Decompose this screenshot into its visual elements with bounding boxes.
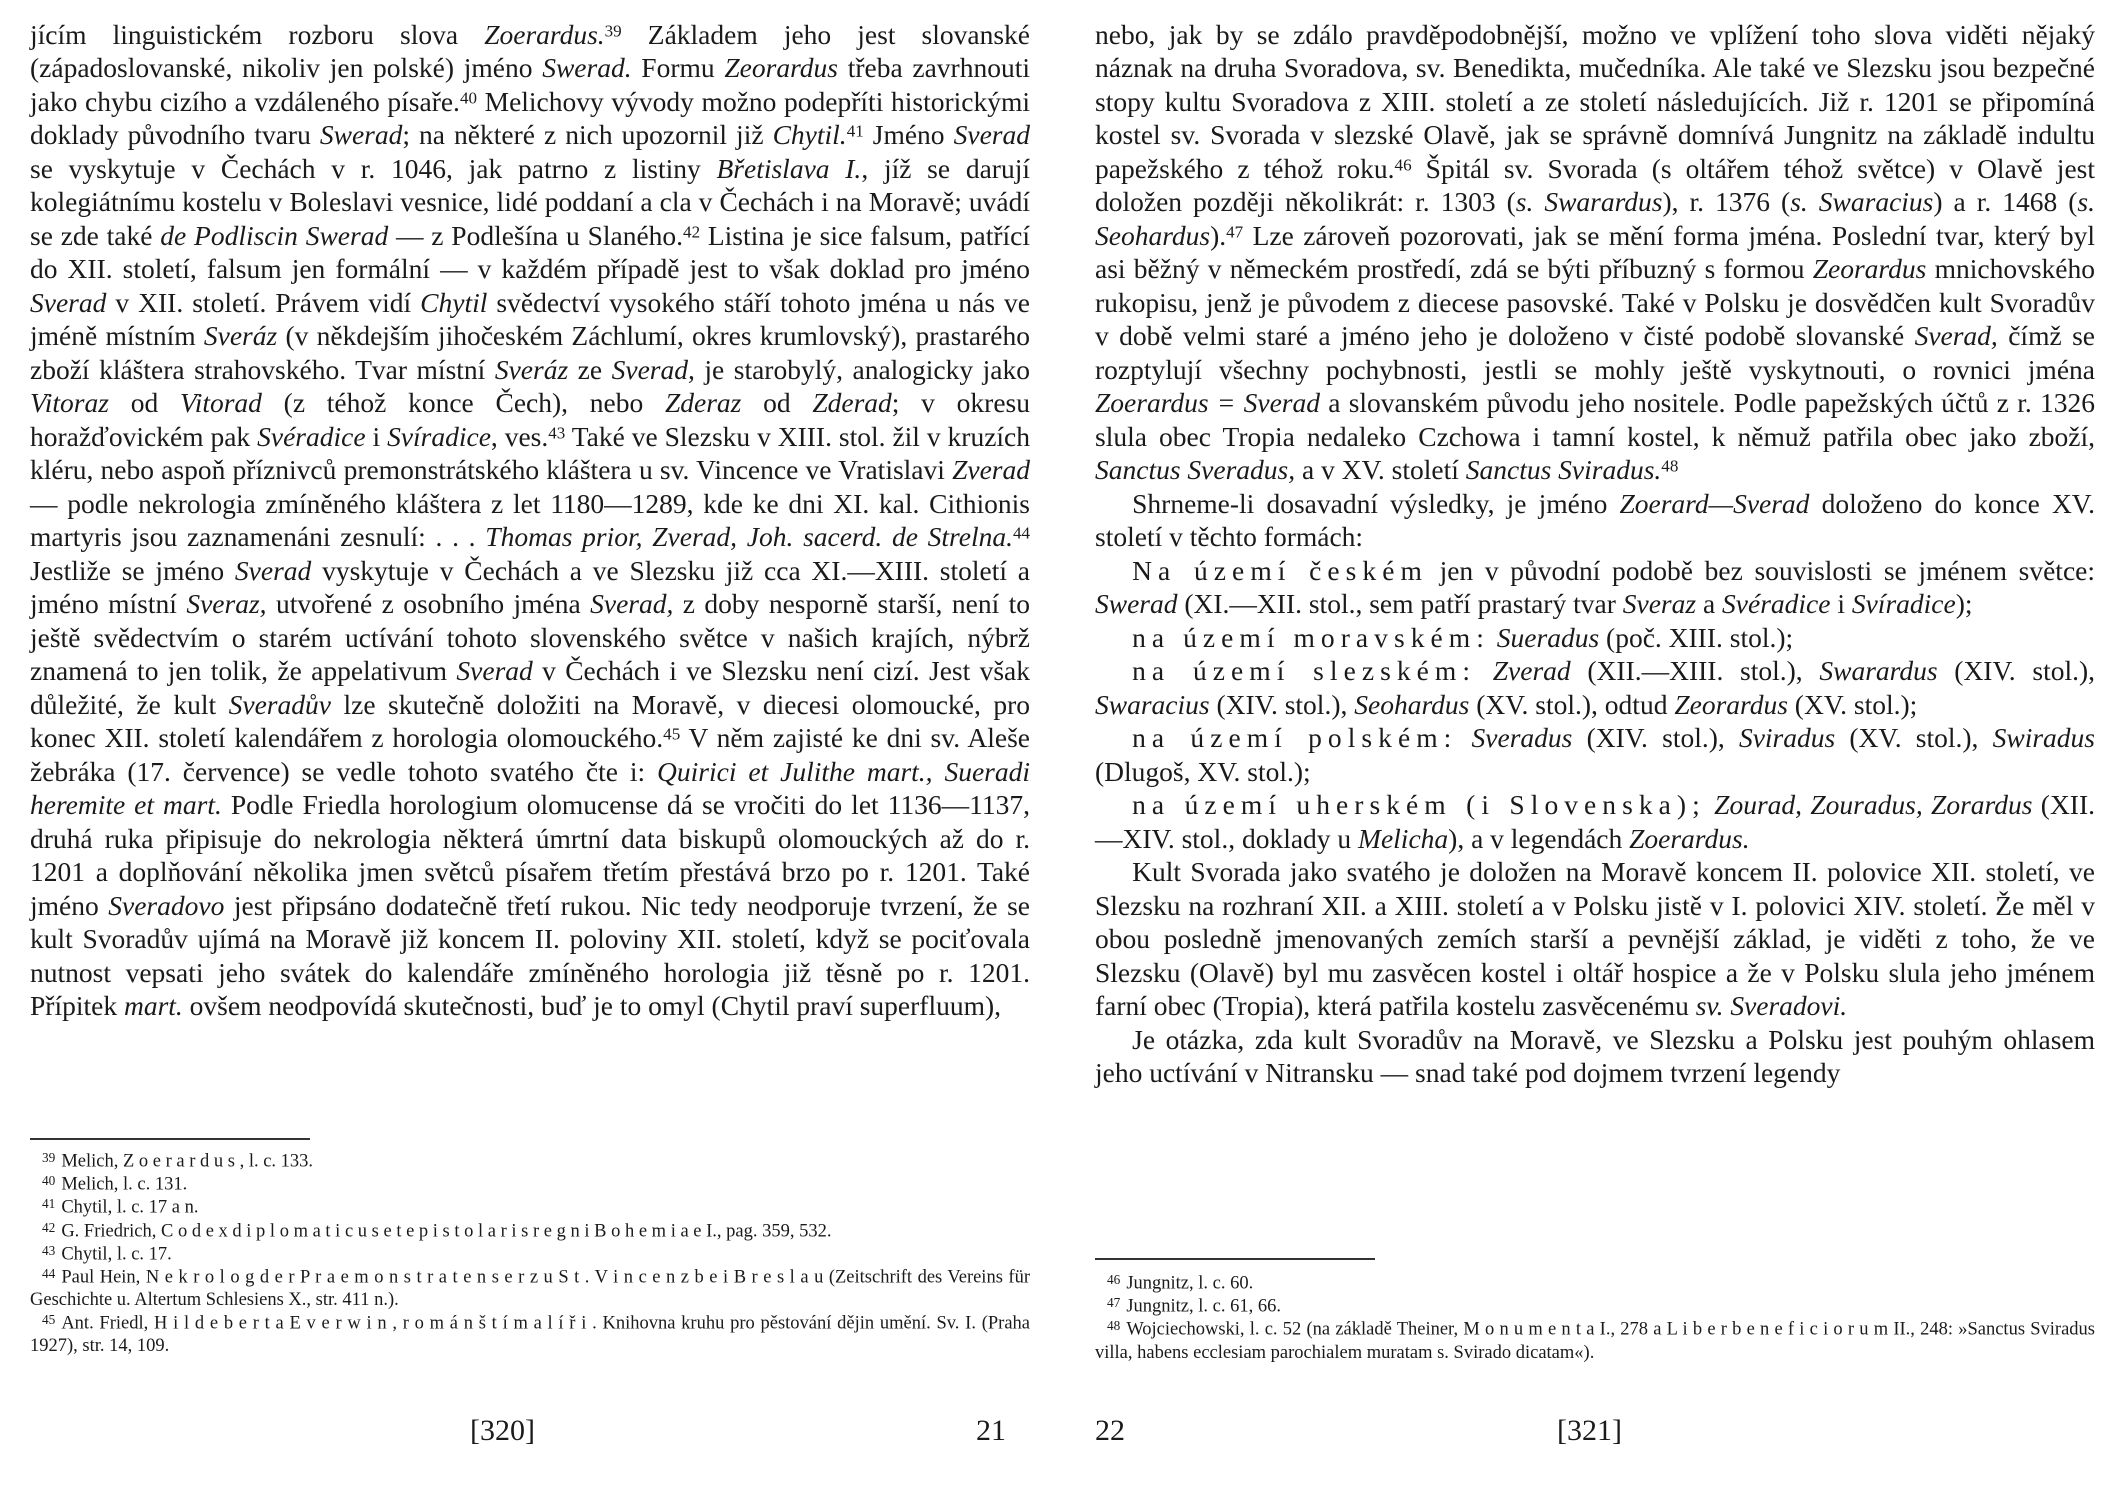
footnote-rule	[1095, 1258, 1375, 1260]
right-page-body: nebo, jak by se zdálo pravděpodobnější, možno ve vplížení toho slova viděti nějaký náznak na druha Svoradova, sv. Benedikta, mučedníka. Ale také ve Slezsku jsou bezpečné stopy kultu Svoradova z XIII. století a ze století následujících. Již r. 1201 se připomíná kostel sv. Svorada v slezské Olavě, jak se správně domnívá Jungnitz na základě indultu papežského z téhož roku.$^{46}$ Špitál sv. Svorada (s oltářem téhož světce) v Olavě jest doložen později několikrát: r. 1303 (s. Swarardus), r. 1376 (s. Swaracius) a r. 1468 (s. Seohardus).$^{47}$ Lze zároveň pozorovati, jak se mění forma jména. Poslední tvar, který byl asi běžný v německém prostředí, zdá se býti příbuzný s formou Zeorardus mnichovského rukopisu, jenž je původem z diecese pasovské. Také v Polsku je dosvědčen kult Svoradův v době velmi staré a jméno jeho je doloženo v čisté podobě slovanské Sverad, čímž se rozptylují všechny pochybnosti, jestli se mohly ještě vyskytnouti, o rovnici jména Zoerardus = Sverad a slovanském původu jeho nositele. Podle papežských účtů z r. 1326 slula obec Tropia nedaleko Czchowa i tamní kostel, k němuž patřila obec jako zboží, Sanctus Sveradus, a v XV. století Sanctus Sviradus.$^{48}$ Shrneme-li dosavadní výsledky, je jméno Zoerard—Sverad doloženo do konce XV. století v těchto formách: Na území českém jen v původní podobě bez souvislosti se jménem světce: Swerad (XI.—XII. stol., sem patří prastarý tvar Sveraz a Svéradice i Svíradice); na území moravském: Sueradus (poč. XIII. stol.); na území slezském: Zverad (XII.—XIII. stol.), Swarardus (XIV. stol.), Swaracius (XIV. stol.), Seohardus (XV. stol.), odtud Zeorardus (XV. stol.); na území polském: Sveradus (XIV. stol.), Sviradus (XV. stol.), Swiradus (Dlugoš, XV. stol.); na území uherském (i Slovenska); Zourad, Zouradus, Zorardus (XII.—XIV. stol., doklady u Melicha), a v legendách Zoerardus. Kult Svorada jako svatého je doložen na Moravě koncem II. polovice XII. století, ve Slezsku na rozhraní XII. a XIII. století a v Polsku jistě v I. polovici XIV. století. Že měl v obou posledně jmenovaných zemích starší a pevnější základ, je viděti z toho, že ve Slezsku (Olavě) byl mu zasvěcen kostel i oltář hospice a že v Polsku slula jeho jménem farní obec (Tropia), která patřila kostelu zasvěcenému sv. Sveradovi. Je otázka, zda kult Svoradův na Moravě, ve Slezsku a Polsku jest pouhým ohlasem jeho uctívání v Nitransku — snad také pod dojmem tvrzení legendy	[1095, 19, 2096, 1089]
right-footnotes	[1095, 1272, 2095, 1364]
footnote: $^{44}$ Paul Hein, N e k r o l o g d e r P r a e m o n s t r a t e n s e r z u S t . V i n c e n z b e i B r e s l a u (Zeitschrift des Vereins für Geschichte u. Altertum Schlesiens X., str. 411 n.).	[30, 1266, 1030, 1311]
folio-number: [320]	[470, 1414, 535, 1447]
footnote-rule	[30, 1138, 310, 1140]
footnote: $^{41}$ Chytil, l. c. 17 a n.	[42, 1196, 199, 1219]
footnote: $^{39}$ Melich, Z o e r a r d u s , l. c. 133.	[42, 1150, 314, 1172]
footnote: $^{42}$ G. Friedrich, C o d e x d i p l o m a t i c u s e t e p i s t o l a r i s r e g n i B o h e m i a e I., pag. 359, 532.	[42, 1219, 832, 1242]
footnote: $^{47}$ Jungnitz, l. c. 61, 66.	[1107, 1295, 1281, 1317]
left-page-body: jícím linguistickém rozboru slova Zoerardus.$^{39}$ Základem jeho jest slovanské (západoslovanské, nikoliv jen polské) jméno Swerad. Formu Zeorardus třeba zavrhnouti jako chybu cizího a vzdáleného písaře.$^{40}$ Melichovy vývody možno podepříti historickými doklady původního tvaru Swerad; na některé z nich upozornil již Chytil.$^{41}$ Jméno Sverad se vyskytuje v Čechách v r. 1046, jak patrno z listiny Břetislava I., jíž se darují kolegiátnímu kostelu v Boleslavi vesnice, lidé poddaní a cla v Čechách i na Moravě; uvádí se zde také de Podliscin Swerad — z Podlešína u Slaného.$^{42}$ Listina je sice falsum, patřící do XII. století, falsum jen formální — v každém případě jest to však doklad pro jméno Sverad v XII. století. Právem vidí Chytil svědectví vysokého stáří tohoto jména u nás ve jméně místním Sveráz (v někdejším jihočeském Záchlumí, okres krumlovský), prastarého zboží kláštera strahovského. Tvar místní Sveráz ze Sverad, je starobylý, analogicky jako Vitoraz od Vitorad (z téhož konce Čech), nebo Zderaz od Zderad; v okresu horažďovickém pak Svéradice i Svíradice, ves.$^{43}$ Také ve Slezsku v XIII. stol. žil v kruzích kléru, nebo aspoň příznivců premonstrátského kláštera u sv. Vincence ve Vratislavi Zverad — podle nekrologia zmíněného kláštera z let 1180—1289, kde ke dni XI. kal. Cithionis martyris jsou zaznamenáni zesnulí: . . . Thomas prior, Zverad, Joh. sacerd. de Strelna.$^{44}$ Jestliže se jméno Sverad vyskytuje v Čechách a ve Slezsku již cca XI.—XIII. století a jméno místní Sveraz, utvořené z osobního jména Sverad, z doby nesporně starší, není to ještě svědectvím o starém uctívání tohoto slovenského světce v našich krajích, nýbrž znamená to jen tolik, že appelativum Sverad v Čechách i ve Slezsku není cizí. Jest však důležité, že kult Sveradův lze skutečně doložiti na Moravě, v diecesi olomoucké, pro konec XII. století kalendářem z horologia olomouckého.$^{45}$ V něm zajisté ke dni sv. Aleše žebráka (17. července) se vedle tohoto svatého čte i: Quirici et Julithe mart., Sueradi heremite et mart. Podle Friedla horologium olomucense dá se vročiti do let 1136—1137, druhá ruka připisuje do nekrologia některá úmrtní data biskupů olomouckých až do r. 1201 a doplňování několika jmen světců písařem třetím přestává brzo po r. 1201. Také jméno Sveradovo jest připsáno dodatečně třetí rukou. Nic tedy neodporuje tvrzení, že se kult Svoradův ujímá na Moravě již koncem II. poloviny XII. století, když se pociťovala nutnost vepsati jeho svátek do kalendáře zmíněného horologia již těsně po r. 1201. Přípitek mart. ovšem neodpovídá skutečnosti, buď je to omyl (Chytil praví superfluum),	[30, 19, 1031, 1022]
footnote: $^{46}$ Jungnitz, l. c. 60.	[1107, 1272, 1254, 1294]
right-page	[1095, 0, 2095, 1500]
footnote: $^{43}$ Chytil, l. c. 17.	[42, 1242, 172, 1265]
page-number: 22	[1095, 1414, 1125, 1447]
footnote: $^{40}$ Melich, l. c. 131.	[42, 1173, 188, 1195]
folio-number: [321]	[1557, 1414, 1622, 1447]
left-page	[30, 0, 1030, 1500]
left-footnotes	[30, 1150, 1030, 1358]
page-number: 21	[976, 1414, 1006, 1447]
footnote: $^{48}$ Wojciechowski, l. c. 52 (na základě Theiner, M o n u m e n t a I., 278 a L i b e r b e n e f i c i o r u m II., 248: »Sanctus Sviradus villa, habens ecclesiam parochialem muratam s. Svirado dicatam«).	[1095, 1318, 2095, 1363]
footnote: $^{45}$ Ant. Friedl, H i l d e b e r t a E v e r w i n , r o m á n š t í m a l í ř i . Knihovna kruhu pro pěstování dějin umění. Sv. I. (Praha 1927), str. 14, 109.	[30, 1311, 1030, 1357]
